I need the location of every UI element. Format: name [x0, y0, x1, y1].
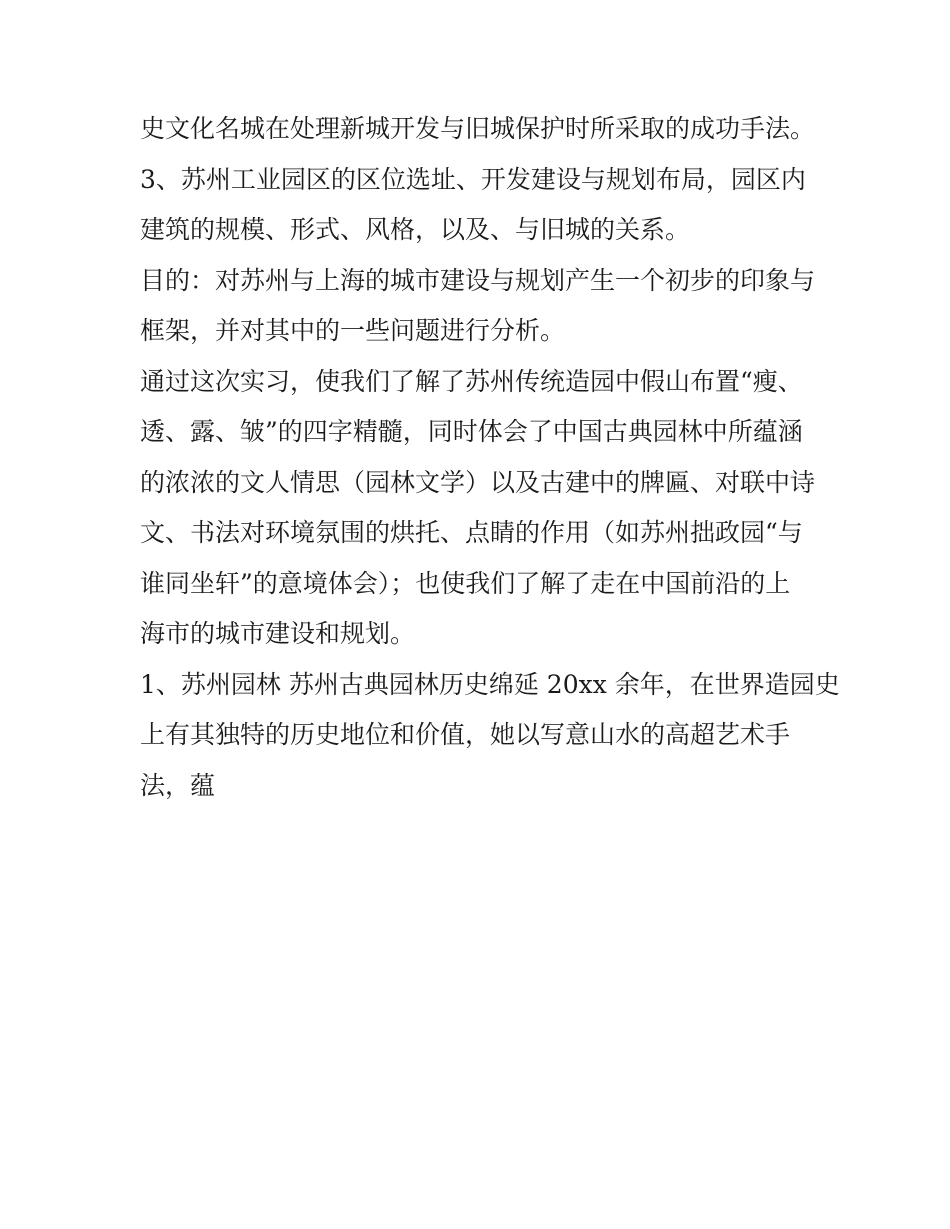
text-line: 通过这次实习，使我们了解了苏州传统造园中假山布置“瘦、	[140, 366, 803, 396]
text-line: 建筑的规模、形式、风格，以及、与旧城的关系。	[140, 215, 691, 244]
text-line: 上有其独特的历史地位和价值，她以写意山水的高超艺术手	[140, 720, 791, 749]
text-line: 3、苏州工业园区的区位选址、开发建设与规划布局，园区内	[140, 164, 806, 194]
text-line: 透、露、皱”的四字精髓，同时体会了中国古典园林中所蕴涵	[140, 417, 803, 446]
text-line: 谁同坐轩”的意境体会）；也使我们了解了走在中国前沿的上	[140, 568, 791, 598]
text-line: 目的：对苏州与上海的城市建设与规划产生一个初步的印象与	[140, 265, 816, 295]
text-line: 法，蕴	[140, 770, 216, 800]
text-line: 框架，并对其中的一些问题进行分析。	[140, 316, 566, 345]
text-line: 海市的城市建设和规划。	[140, 619, 416, 648]
text-line: 文、书法对环境氛围的烘托、点睛的作用（如苏州拙政园“与	[140, 518, 803, 547]
text-line: 的浓浓的文人情思（园林文学）以及古建中的牌匾、对联中诗	[140, 467, 816, 497]
document-body	[140, 104, 840, 811]
text-line: 史文化名城在处理新城开发与旧城保护时所采取的成功手法。	[140, 114, 816, 143]
text-line: 1、苏州园林 苏州古典园林历史绵延 20xx 余年，在世界造园史	[140, 669, 840, 699]
